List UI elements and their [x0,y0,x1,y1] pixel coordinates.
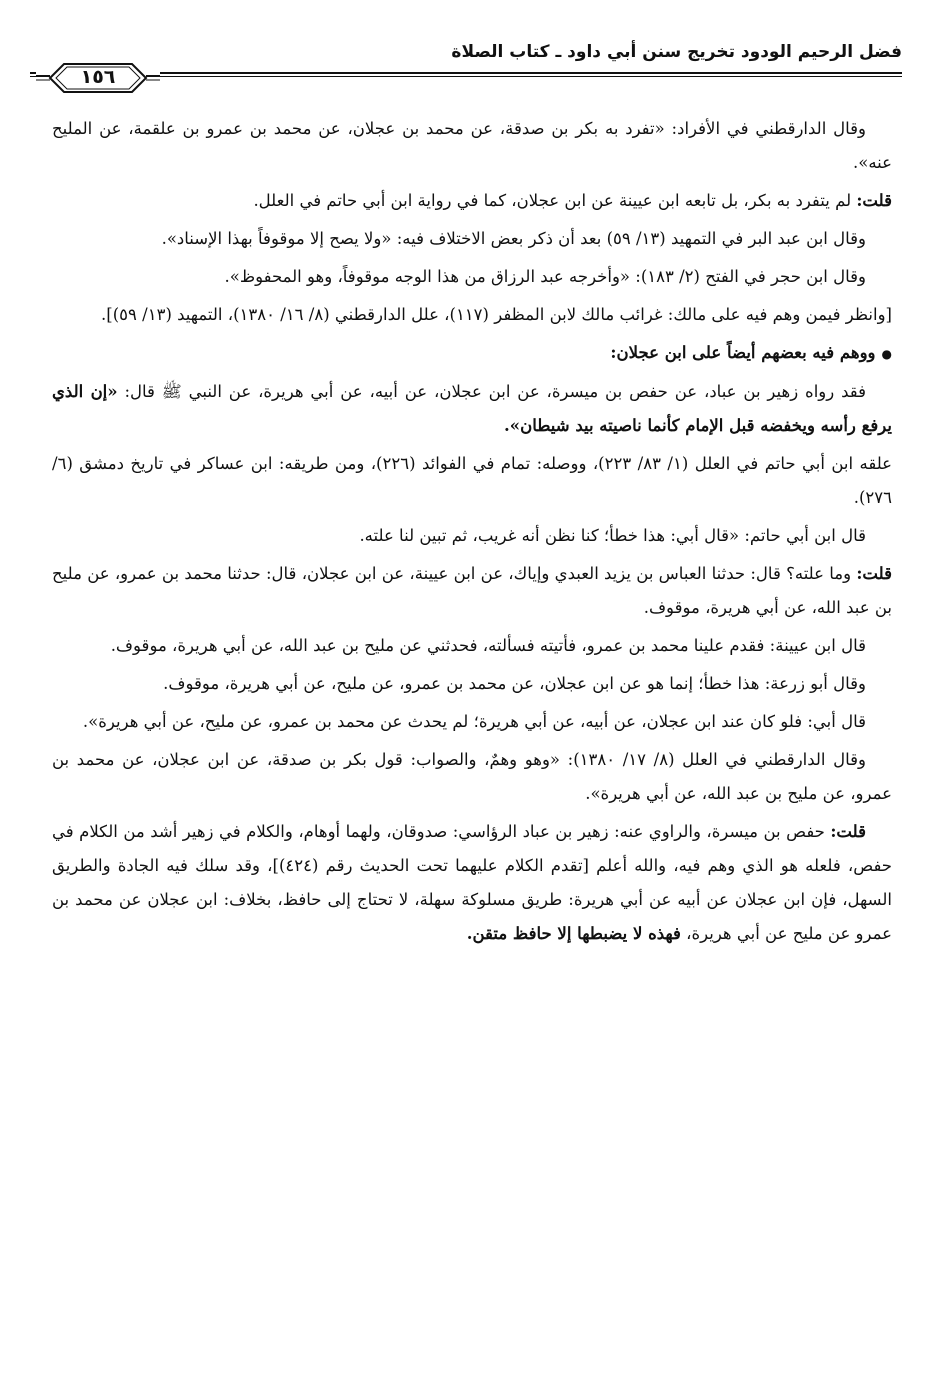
paragraph: علقه ابن أبي حاتم في العلل (١/ ٨٣/ ٢٢٣)، ووصله: تمام في الفوائد (٢٢٦)، ومن طريقه: ابن عساكر في تاريخ دمشق (٦/ ٢٧٦). [52,454,893,507]
paragraph [52,557,892,625]
page-body [52,112,892,1358]
paragraph-text: حفص بن ميسرة، والراوي عنه: زهير بن عباد الرؤاسي: صدوقان، ولهما أوهام، والكلام في زهير أشد من الكلام في حفص، فلعله هو الذي وهم فيه، والله أعلم [تقدم الكلام عليهما تحت الحديث رقم (٤٢٤)]، وقد سلك فيه الجادة والطريق السهل، فإن ابن عجلان عن أبيه عن أبي هريرة: طريق مسلوكة سهلة، لا تحتاج إلى حافظ، بخلاف: ابن عجلان عن محمد بن عمرو عن مليح عن أبي هريرة، [52,822,893,943]
header-rule-thin [30,76,902,77]
paragraph-text: فقد رواه زهير بن عباد، عن حفص بن ميسرة، عن ابن عجلان، عن أبيه، عن أبي هريرة، عن النبي ﷺ قال: [117,382,866,401]
paragraph: قال ابن أبي حاتم: «قال أبي: هذا خطأ؛ كنا نظن أنه غريب، ثم تبين لنا علته. [359,526,866,545]
running-title: فضل الرحيم الودود تخريج سنن أبي داود ـ كتاب الصلاة [451,42,902,62]
paragraph: وقال ابن عبد البر في التمهيد (١٣/ ٥٩) بعد أن ذكر بعض الاختلاف فيه: «ولا يصح إلا موقوفاً بهذا الإسناد». [161,229,866,248]
page-header [30,42,902,102]
paragraph [52,375,892,443]
page-number: ١٥٦ [80,66,116,88]
paragraph [52,815,892,951]
paragraph-text: وما علته؟ قال: حدثنا العباس بن يزيد العبدي وإياك، عن ابن عيينة، عن ابن عجلان، قال: حدثنا محمد بن عمرو، عن مليح بن عبد الله، عن أبي هريرة، موقوف. [52,564,892,617]
qultu-lead: قلت: [856,564,892,583]
page-number-frame [36,60,160,96]
section-heading [52,336,892,371]
paragraph: وقال ابن حجر في الفتح (٢/ ١٨٣): «وأخرجه عبد الرزاق من هذا الوجه موقوفاً، وهو المحفوظ». [224,267,866,286]
paragraph: وقال الدارقطني في الأفراد: «تفرد به بكر بن صدقة، عن محمد بن عجلان، عن محمد بن عمرو بن علقمة، عن المليح عنه». [52,119,892,172]
hadith-text: «إن الذي يرفع رأسه ويخفضه قبل الإمام كأنما ناصيته بيد شيطان». [52,382,892,435]
bullet-icon: ● [881,347,892,361]
paragraph: قال ابن عيينة: فقدم علينا محمد بن عمرو، فأتيته فسألته، فحدثني عن مليح بن عبد الله، عن أبي هريرة، موقوف. [110,636,866,655]
header-rule [30,72,902,74]
emphasis-text: فهذه لا يضبطها إلا حافظ متقن. [466,924,681,943]
paragraph [52,184,892,218]
paragraph: وقال الدارقطني في العلل (٨/ ١٧/ ١٣٨٠): «وهو وهمٌ، والصواب: قول بكر بن صدقة، عن ابن عجلان، عن محمد بن عمرو، عن مليح بن عبد الله، عن أبي هريرة». [52,750,892,803]
paragraph: وقال أبو زرعة: هذا خطأ؛ إنما هو عن ابن عجلان، عن محمد بن عمرو، عن مليح، عن أبي هريرة، موقوف. [163,674,866,693]
bracketed-note: [وانظر فيمن وهم فيه على مالك: غرائب مالك لابن المظفر (١١٧)، علل الدارقطني (٨/ ١٦/ ١٣٨٠)، التمهيد (١٣/ ٥٩)]. [101,305,892,324]
paragraph-text: لم يتفرد به بكر، بل تابعه ابن عيينة عن ابن عجلان، كما في رواية ابن أبي حاتم في العلل. [253,191,857,210]
section-heading-text: ووهم فيه بعضهم أيضاً على ابن عجلان: [610,343,876,362]
qultu-lead: قلت: [856,191,892,210]
qultu-lead: قلت: [830,822,866,841]
paragraph: قال أبي: فلو كان عند ابن عجلان، عن أبيه، عن أبي هريرة؛ لم يحدث عن محمد بن عمرو، عن مليح، عن أبي هريرة». [82,712,866,731]
